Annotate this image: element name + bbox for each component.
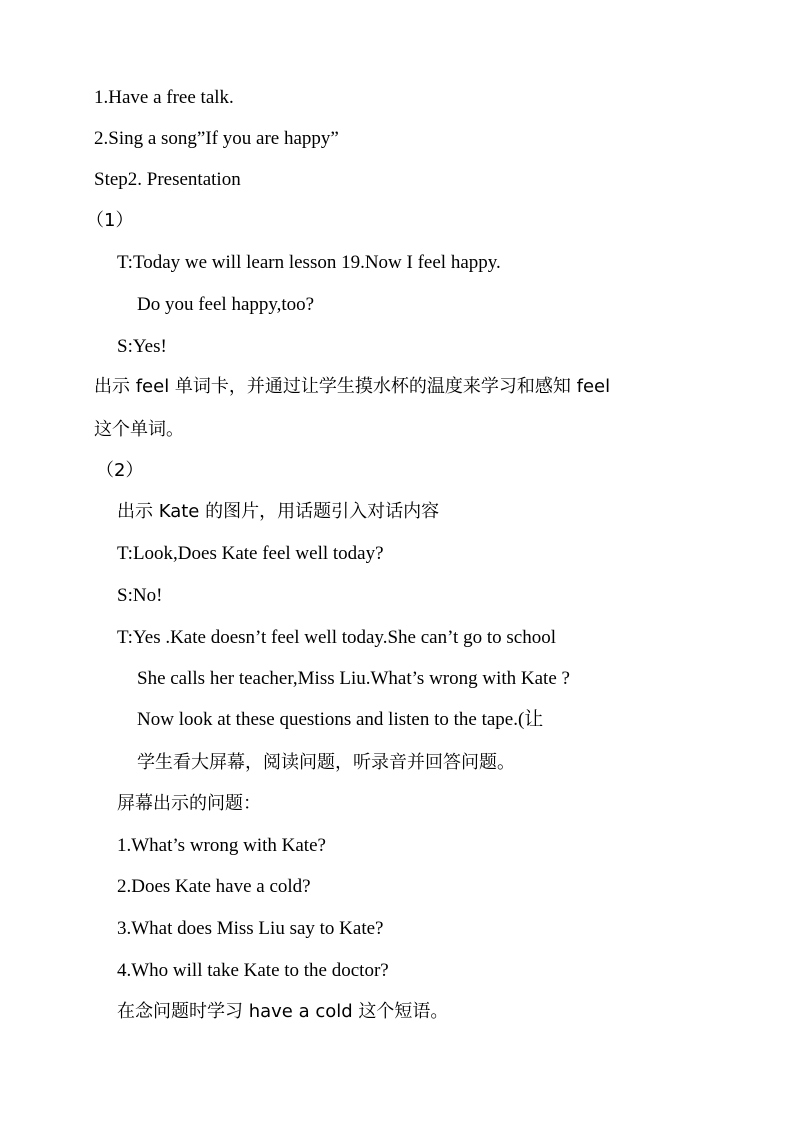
- text-line-9: 这个单词。: [94, 419, 184, 440]
- text-line-13: S:No!: [117, 585, 163, 606]
- text-line-18: 屏幕出示的问题：: [117, 793, 261, 814]
- text-line-12: T:Look,Does Kate feel well today?: [117, 543, 384, 564]
- text-line-21: 3.What does Miss Liu say to Kate?: [117, 918, 384, 939]
- text-line-11: 出示 Kate 的图片，用话题引入对话内容: [117, 501, 440, 522]
- text-line-23: 在念问题时学习 have a cold 这个短语。: [117, 1001, 449, 1022]
- text-line-19: 1.What’s wrong with Kate?: [117, 835, 326, 856]
- text-line-22: 4.Who will take Kate to the doctor?: [117, 960, 389, 981]
- text-line-4: （1）: [86, 210, 134, 231]
- text-line-7: S:Yes!: [117, 336, 167, 357]
- text-line-15: She calls her teacher,Miss Liu.What’s wrong with Kate ?: [137, 668, 570, 689]
- text-line-10: （2）: [96, 460, 144, 481]
- text-line-8: 出示 feel 单词卡，并通过让学生摸水杯的温度来学习和感知 feel: [94, 376, 611, 397]
- text-line-16: Now look at these questions and listen to the tape.(让: [137, 709, 544, 730]
- text-line-6: Do you feel happy,too?: [137, 294, 315, 315]
- text-line-5: T:Today we will learn lesson 19.Now I feel happy.: [117, 252, 501, 273]
- text-line-2: 2.Sing a song”If you are happy”: [94, 128, 339, 149]
- text-line-20: 2.Does Kate have a cold?: [117, 876, 311, 897]
- text-line-14: T:Yes .Kate doesn’t feel well today.She can’t go to school: [117, 627, 556, 648]
- text-line-17: 学生看大屏幕，阅读问题，听录音并回答问题。: [137, 752, 515, 773]
- text-line-3: Step2. Presentation: [94, 169, 241, 190]
- text-line-1: 1.Have a free talk.: [94, 87, 234, 108]
